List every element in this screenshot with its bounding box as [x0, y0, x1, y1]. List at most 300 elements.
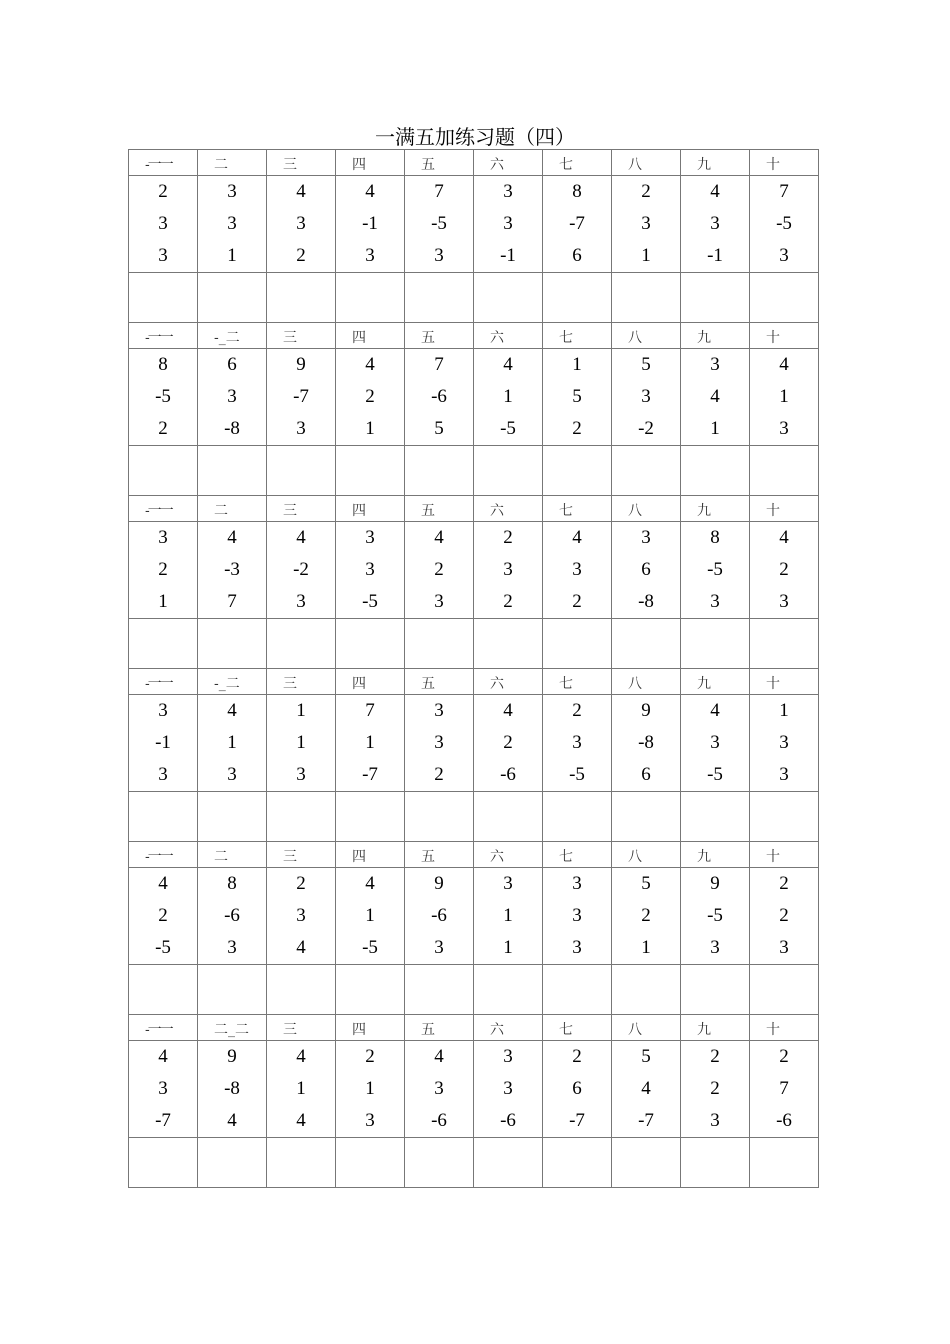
answer-cell[interactable]: [750, 446, 819, 496]
answer-cell[interactable]: [612, 792, 681, 842]
addend-number: 4: [503, 700, 513, 721]
problem-cell: [474, 176, 543, 273]
addend-number: 3: [365, 559, 375, 580]
column-header-cell: [681, 323, 750, 349]
column-number-label: 九: [697, 330, 711, 346]
answer-cell[interactable]: [198, 273, 267, 323]
answer-cell[interactable]: [267, 273, 336, 323]
problem-cell: [612, 868, 681, 965]
addend-number: 5: [434, 418, 444, 439]
problem-cell: [750, 522, 819, 619]
answer-row: [129, 792, 819, 842]
answer-cell[interactable]: [474, 619, 543, 669]
column-header-cell: [267, 842, 336, 868]
addend-number: 2: [779, 1046, 789, 1067]
addend-number: 2: [641, 905, 651, 926]
addend-number: -6: [500, 1110, 516, 1131]
answer-cell[interactable]: [129, 792, 198, 842]
addend-number: 3: [710, 591, 720, 612]
column-header-cell: [543, 1015, 612, 1041]
problem-cell: [405, 349, 474, 446]
column-header-cell: [681, 1015, 750, 1041]
answer-cell[interactable]: [681, 965, 750, 1015]
answer-cell[interactable]: [336, 273, 405, 323]
column-header-cell: [750, 842, 819, 868]
problem-cell: [129, 695, 198, 792]
column-number-label: 七: [559, 503, 573, 519]
addend-number: 2: [434, 559, 444, 580]
answer-cell[interactable]: [681, 792, 750, 842]
column-number-label: 五: [421, 676, 435, 692]
column-number-label: 六: [490, 1022, 504, 1038]
answer-cell[interactable]: [474, 792, 543, 842]
answer-cell[interactable]: [681, 446, 750, 496]
addend-number: 4: [158, 873, 168, 894]
addend-number: -8: [224, 418, 240, 439]
problem-cell: [750, 176, 819, 273]
addend-number: 2: [779, 873, 789, 894]
column-number-label: 七: [559, 330, 573, 346]
column-header-cell: [129, 323, 198, 349]
addend-number: 4: [296, 937, 306, 958]
column-header-cell: [543, 150, 612, 176]
problem-cell: [267, 695, 336, 792]
addend-number: 4: [365, 354, 375, 375]
answer-cell[interactable]: [405, 965, 474, 1015]
addend-number: 8: [572, 181, 582, 202]
addend-number: -6: [224, 905, 240, 926]
addend-number: 3: [434, 732, 444, 753]
problem-cell: [750, 1041, 819, 1138]
problem-cell: [336, 349, 405, 446]
addend-number: -2: [638, 418, 654, 439]
column-number-label: 四: [352, 157, 366, 173]
problem-cell: [198, 1041, 267, 1138]
addend-number: 1: [227, 245, 237, 266]
answer-cell[interactable]: [129, 273, 198, 323]
column-number-label: 六: [490, 849, 504, 865]
addend-number: 3: [365, 1110, 375, 1131]
answer-cell[interactable]: [612, 1138, 681, 1188]
answer-cell[interactable]: [267, 965, 336, 1015]
answer-cell[interactable]: [612, 446, 681, 496]
addend-number: -1: [500, 245, 516, 266]
addend-number: 3: [779, 418, 789, 439]
column-header-cell: [405, 496, 474, 522]
problem-cell: [612, 1041, 681, 1138]
column-number-label: 九: [697, 849, 711, 865]
column-header-cell: [474, 496, 543, 522]
problem-cell: [405, 1041, 474, 1138]
answer-cell[interactable]: [474, 1138, 543, 1188]
column-number-label: 七: [559, 676, 573, 692]
problem-cell: [198, 868, 267, 965]
column-number-label: 三: [283, 503, 297, 519]
column-header-cell: [612, 669, 681, 695]
addend-number: 2: [710, 1046, 720, 1067]
problem-cell: [405, 695, 474, 792]
column-header-cell: [474, 842, 543, 868]
addend-number: 1: [365, 418, 375, 439]
column-header-cell: [543, 323, 612, 349]
addend-number: 5: [641, 354, 651, 375]
addend-number: 3: [158, 700, 168, 721]
addend-number: 2: [296, 245, 306, 266]
addend-number: 1: [296, 1078, 306, 1099]
problem-cell: [750, 695, 819, 792]
answer-cell[interactable]: [681, 273, 750, 323]
answer-cell[interactable]: [750, 792, 819, 842]
addend-number: -1: [707, 245, 723, 266]
column-header-cell: [336, 323, 405, 349]
answer-cell[interactable]: [267, 792, 336, 842]
answer-cell[interactable]: [198, 1138, 267, 1188]
addend-number: 3: [641, 386, 651, 407]
addend-number: -5: [707, 559, 723, 580]
column-header-cell: [474, 1015, 543, 1041]
column-number-label: -一一: [145, 676, 172, 692]
addend-number: -5: [155, 937, 171, 958]
column-header-cell: [405, 669, 474, 695]
answer-cell[interactable]: [543, 273, 612, 323]
addend-number: 2: [296, 873, 306, 894]
addend-number: 3: [572, 937, 582, 958]
column-number-label: 八: [628, 676, 642, 692]
answer-cell[interactable]: [267, 619, 336, 669]
answer-cell[interactable]: [474, 965, 543, 1015]
addend-number: 2: [434, 764, 444, 785]
addend-number: 6: [572, 245, 582, 266]
addend-number: -8: [224, 1078, 240, 1099]
addend-number: -8: [638, 591, 654, 612]
addend-number: 3: [296, 418, 306, 439]
addend-number: 3: [158, 213, 168, 234]
problem-cell: [129, 349, 198, 446]
answer-cell[interactable]: [681, 1138, 750, 1188]
answer-cell[interactable]: [198, 792, 267, 842]
addend-number: -7: [569, 213, 585, 234]
answer-cell[interactable]: [543, 446, 612, 496]
addend-number: 3: [572, 905, 582, 926]
addend-number: 1: [710, 418, 720, 439]
answer-cell[interactable]: [405, 446, 474, 496]
answer-cell[interactable]: [336, 446, 405, 496]
addend-number: 3: [779, 732, 789, 753]
problem-cell: [336, 868, 405, 965]
addend-number: 3: [710, 213, 720, 234]
addend-number: 9: [227, 1046, 237, 1067]
addend-number: 3: [296, 591, 306, 612]
addend-number: 3: [158, 1078, 168, 1099]
addend-number: -1: [362, 213, 378, 234]
answer-cell[interactable]: [474, 446, 543, 496]
addend-number: -5: [707, 905, 723, 926]
column-header-cell: [129, 150, 198, 176]
addend-number: 4: [365, 181, 375, 202]
answer-cell[interactable]: [198, 965, 267, 1015]
problem-cell: [267, 868, 336, 965]
column-header-cell: [681, 669, 750, 695]
column-number-label: 三: [283, 157, 297, 173]
addend-number: 3: [779, 245, 789, 266]
addend-number: 4: [227, 1110, 237, 1131]
addend-number: 9: [434, 873, 444, 894]
addend-number: 2: [572, 700, 582, 721]
addend-number: 4: [779, 354, 789, 375]
problem-cell: [543, 176, 612, 273]
answer-cell[interactable]: [543, 965, 612, 1015]
answer-cell[interactable]: [750, 965, 819, 1015]
addend-number: 3: [434, 245, 444, 266]
addend-number: 4: [779, 527, 789, 548]
column-header-cell: [405, 150, 474, 176]
column-header-cell: [750, 669, 819, 695]
addend-number: 4: [296, 527, 306, 548]
addend-number: 3: [572, 732, 582, 753]
column-number-label: 九: [697, 1022, 711, 1038]
problem-cell: [681, 176, 750, 273]
addend-number: 7: [779, 1078, 789, 1099]
answer-cell[interactable]: [198, 446, 267, 496]
addend-number: 2: [503, 732, 513, 753]
header-row: [129, 150, 819, 176]
problem-cell: [612, 695, 681, 792]
addend-number: 7: [779, 181, 789, 202]
addend-number: 1: [158, 591, 168, 612]
addend-number: 3: [296, 905, 306, 926]
answer-cell[interactable]: [750, 1138, 819, 1188]
answer-cell[interactable]: [405, 1138, 474, 1188]
header-row: [129, 1015, 819, 1041]
answer-cell[interactable]: [336, 965, 405, 1015]
column-number-label: 四: [352, 1022, 366, 1038]
problem-cell: [681, 349, 750, 446]
answer-cell[interactable]: [543, 619, 612, 669]
answer-cell[interactable]: [129, 1138, 198, 1188]
addend-number: 3: [158, 764, 168, 785]
problem-cell: [336, 695, 405, 792]
addend-number: 4: [158, 1046, 168, 1067]
addend-number: 3: [158, 245, 168, 266]
addend-number: 5: [641, 1046, 651, 1067]
answer-cell[interactable]: [405, 619, 474, 669]
addend-number: -2: [293, 559, 309, 580]
column-header-cell: [198, 669, 267, 695]
addend-number: 2: [572, 418, 582, 439]
column-number-label: 二_二: [214, 1022, 249, 1038]
addend-number: 6: [227, 354, 237, 375]
addend-number: -6: [431, 905, 447, 926]
worksheet-title: 一满五加练习题（四）: [375, 125, 575, 149]
column-header-cell: [681, 842, 750, 868]
exercise-table: [128, 149, 819, 1188]
answer-cell[interactable]: [129, 965, 198, 1015]
column-number-label: 十: [766, 503, 780, 519]
problem-cell: [474, 1041, 543, 1138]
addend-number: 4: [296, 1046, 306, 1067]
column-header-cell: [267, 496, 336, 522]
column-number-label: -一一: [145, 849, 172, 865]
addend-number: -5: [500, 418, 516, 439]
addend-number: -6: [431, 1110, 447, 1131]
addend-number: 9: [710, 873, 720, 894]
addend-number: 1: [641, 245, 651, 266]
column-header-cell: [129, 842, 198, 868]
problem-cell: [543, 522, 612, 619]
answer-cell[interactable]: [612, 619, 681, 669]
problem-cell: [129, 1041, 198, 1138]
answer-cell[interactable]: [405, 792, 474, 842]
addend-number: 1: [779, 700, 789, 721]
column-number-label: 四: [352, 676, 366, 692]
column-number-label: 四: [352, 503, 366, 519]
answer-cell[interactable]: [543, 1138, 612, 1188]
addend-number: 1: [779, 386, 789, 407]
problem-cell: [474, 522, 543, 619]
addend-number: 3: [434, 937, 444, 958]
answer-cell[interactable]: [267, 1138, 336, 1188]
answer-cell[interactable]: [543, 792, 612, 842]
column-number-label: 六: [490, 676, 504, 692]
addend-number: 3: [227, 937, 237, 958]
addend-number: -5: [155, 386, 171, 407]
column-number-label: 十: [766, 157, 780, 173]
addend-number: 3: [710, 1110, 720, 1131]
column-number-label: 六: [490, 330, 504, 346]
problem-cell: [681, 522, 750, 619]
answer-row: [129, 273, 819, 323]
addend-number: 9: [296, 354, 306, 375]
column-number-label: 三: [283, 676, 297, 692]
addend-number: 8: [158, 354, 168, 375]
addend-number: 2: [158, 905, 168, 926]
answer-cell[interactable]: [267, 446, 336, 496]
column-header-cell: [405, 1015, 474, 1041]
addend-number: 7: [227, 591, 237, 612]
addend-number: 3: [296, 764, 306, 785]
addend-number: 2: [572, 591, 582, 612]
addend-number: 4: [710, 181, 720, 202]
answer-cell[interactable]: [750, 619, 819, 669]
problem-cell: [198, 695, 267, 792]
addend-number: 2: [365, 1046, 375, 1067]
column-header-cell: [750, 496, 819, 522]
column-header-cell: [474, 669, 543, 695]
addend-number: 3: [503, 1046, 513, 1067]
column-number-label: 八: [628, 330, 642, 346]
column-header-cell: [750, 150, 819, 176]
answer-cell[interactable]: [474, 273, 543, 323]
addend-number: 4: [503, 354, 513, 375]
addend-number: 2: [503, 591, 513, 612]
addend-number: 4: [434, 527, 444, 548]
answer-cell[interactable]: [612, 273, 681, 323]
addend-number: 5: [572, 386, 582, 407]
problem-cell: [198, 176, 267, 273]
addend-number: 1: [641, 937, 651, 958]
problem-cell: [474, 695, 543, 792]
column-header-cell: [198, 842, 267, 868]
column-number-label: 十: [766, 1022, 780, 1038]
column-header-cell: [405, 842, 474, 868]
addend-number: 2: [710, 1078, 720, 1099]
answer-cell[interactable]: [681, 619, 750, 669]
addend-number: 4: [641, 1078, 651, 1099]
addend-number: 4: [710, 386, 720, 407]
problem-cell: [474, 868, 543, 965]
problem-cell: [129, 176, 198, 273]
addend-number: 3: [227, 213, 237, 234]
problem-cell: [612, 176, 681, 273]
column-number-label: 七: [559, 1022, 573, 1038]
column-header-cell: [267, 669, 336, 695]
answer-cell[interactable]: [198, 619, 267, 669]
addend-number: 3: [641, 527, 651, 548]
answer-cell[interactable]: [336, 619, 405, 669]
answer-cell[interactable]: [750, 273, 819, 323]
answer-cell[interactable]: [129, 446, 198, 496]
column-header-cell: [336, 150, 405, 176]
addend-number: -7: [638, 1110, 654, 1131]
answer-cell[interactable]: [336, 792, 405, 842]
addend-number: -7: [293, 386, 309, 407]
addend-number: -6: [431, 386, 447, 407]
column-header-cell: [129, 1015, 198, 1041]
addend-number: 3: [779, 937, 789, 958]
addend-number: -5: [776, 213, 792, 234]
answer-cell[interactable]: [405, 273, 474, 323]
addend-number: -7: [569, 1110, 585, 1131]
column-number-label: -一一: [145, 503, 172, 519]
column-header-cell: [750, 323, 819, 349]
column-header-cell: [543, 496, 612, 522]
addend-number: -6: [500, 764, 516, 785]
addend-number: -3: [224, 559, 240, 580]
problem-cell: [681, 1041, 750, 1138]
column-number-label: 五: [421, 1022, 435, 1038]
addend-number: 3: [710, 732, 720, 753]
problem-cell: [405, 868, 474, 965]
problem-cell: [267, 176, 336, 273]
addend-number: -8: [638, 732, 654, 753]
addend-number: 7: [365, 700, 375, 721]
addend-number: 1: [365, 1078, 375, 1099]
addend-number: -1: [155, 732, 171, 753]
addend-number: 7: [434, 354, 444, 375]
column-header-cell: [198, 323, 267, 349]
column-header-cell: [336, 1015, 405, 1041]
column-number-label: 八: [628, 1022, 642, 1038]
column-number-label: 四: [352, 849, 366, 865]
column-header-cell: [198, 1015, 267, 1041]
answer-cell[interactable]: [129, 619, 198, 669]
column-number-label: 七: [559, 157, 573, 173]
addend-number: -6: [776, 1110, 792, 1131]
answer-cell[interactable]: [336, 1138, 405, 1188]
column-number-label: 十: [766, 676, 780, 692]
answer-cell[interactable]: [612, 965, 681, 1015]
problem-cell: [612, 349, 681, 446]
addend-number: 3: [572, 559, 582, 580]
addend-number: -5: [362, 591, 378, 612]
column-header-cell: [612, 496, 681, 522]
column-header-cell: [612, 323, 681, 349]
problem-cell: [543, 349, 612, 446]
addend-number: 3: [365, 527, 375, 548]
addend-number: 2: [572, 1046, 582, 1067]
column-header-cell: [336, 669, 405, 695]
addend-number: -7: [155, 1110, 171, 1131]
